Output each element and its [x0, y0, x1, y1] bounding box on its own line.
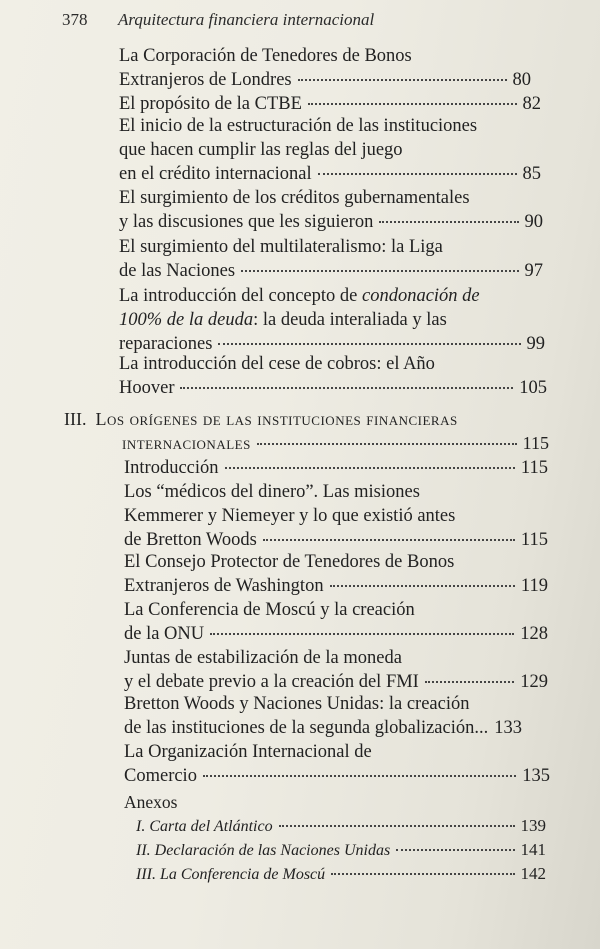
toc-entry: [124, 598, 548, 646]
entry-line: Hoover: [119, 378, 175, 398]
entry-line: de la ONU: [124, 624, 205, 644]
annex-title: III. La Conferencia de Moscú: [136, 866, 326, 883]
entry-line: El surgimiento de los créditos gubernamentales: [119, 188, 470, 208]
dot-leader: [308, 103, 517, 105]
dot-leader: [396, 849, 514, 851]
entry-page: 90: [524, 212, 543, 232]
dot-leader: [330, 585, 515, 587]
entry-line: Introducción: [124, 458, 219, 478]
entry-line: El propósito de la CTBE: [119, 94, 302, 114]
entry-page: 80: [512, 70, 531, 90]
dot-leader: [279, 825, 515, 827]
dot-leader: [210, 633, 514, 635]
entry-line: El inicio de la estructuración de las instituciones: [119, 116, 478, 136]
dot-leader: [241, 270, 518, 272]
page-number: 378: [62, 10, 88, 29]
entry-line: El surgimiento del multilateralismo: la Liga: [119, 237, 443, 257]
annex-entry: [136, 838, 546, 862]
toc-entry: [119, 44, 531, 92]
entry-page: 135: [522, 766, 550, 786]
toc-entry: [124, 550, 548, 598]
entry-line: Kemmerer y Niemeyer y lo que existió antes: [124, 506, 456, 526]
chapter-heading: [64, 407, 549, 455]
entry-line: de las Naciones: [119, 261, 236, 281]
entry-line: Extranjeros de Washington: [124, 576, 324, 596]
entry-line: Los “médicos del dinero”. Las misiones: [124, 482, 420, 502]
toc-entry: [119, 284, 545, 356]
running-title: Arquitectura financiera internacional: [118, 10, 375, 29]
dot-leader: [298, 79, 507, 81]
annex-entry: [136, 814, 546, 838]
annex-heading: Anexos: [124, 792, 178, 812]
entry-page: 115: [520, 458, 548, 478]
dot-leader: [379, 221, 518, 223]
entry-page: 82: [522, 94, 541, 114]
entry-page: 85: [522, 164, 541, 184]
entry-line: La Conferencia de Moscú y la creación: [124, 600, 415, 620]
chapter-title-line: internacionales: [122, 433, 251, 453]
entry-page: 115: [520, 530, 548, 550]
chapter-title-line: Los orígenes de las instituciones financieras: [95, 409, 458, 429]
dot-leader: [318, 173, 517, 175]
annex-page: 142: [520, 864, 546, 883]
entry-line: La introducción del cese de cobros: el Año: [119, 354, 435, 374]
entry-page: 129: [520, 672, 548, 692]
annex-page: 141: [520, 840, 546, 859]
dot-leader: [180, 387, 513, 389]
dot-leader: [218, 343, 520, 345]
dot-leader: [263, 539, 515, 541]
dot-leader: [331, 873, 514, 875]
toc-entry: [119, 235, 543, 283]
toc-entry: [119, 92, 541, 116]
toc-entry: [119, 352, 547, 400]
entry-line: La Corporación de Tenedores de Bonos: [119, 46, 412, 66]
dot-leader: [257, 443, 517, 445]
entry-page: 128: [520, 624, 548, 644]
entry-line: Juntas de estabilización de la moneda: [124, 648, 402, 668]
entry-line: Extranjeros de Londres: [119, 70, 292, 90]
annex-page: 139: [520, 816, 546, 835]
annex-title: II. Declaración de las Naciones Unidas: [136, 842, 391, 859]
entry-line: reparaciones: [119, 334, 213, 354]
entry-line: de las instituciones de la segunda globalización...: [124, 718, 489, 738]
toc-entry: [124, 480, 548, 552]
entry-line: de Bretton Woods: [124, 530, 257, 550]
toc-entry: [119, 114, 541, 186]
dot-leader: [225, 467, 515, 469]
annex-entry: [136, 862, 546, 886]
entry-line: y el debate previo a la creación del FMI: [124, 672, 419, 692]
toc-entry: [124, 740, 550, 788]
entry-line: El Consejo Protector de Tenedores de Bonos: [124, 552, 455, 572]
toc-entry: [124, 646, 548, 694]
entry-line: Comercio: [124, 766, 197, 786]
entry-line: en el crédito internacional: [119, 164, 312, 184]
toc-entry: [124, 692, 550, 740]
toc-entry: [119, 186, 543, 234]
entry-line: que hacen cumplir las reglas del juego: [119, 140, 403, 160]
entry-page: 105: [519, 378, 547, 398]
dot-leader: [203, 775, 516, 777]
entry-page: 133: [494, 718, 522, 738]
entry-page: 97: [524, 261, 543, 281]
chapter-page: 115: [522, 433, 549, 453]
entry-page: 99: [526, 334, 545, 354]
entry-page: 119: [520, 576, 548, 596]
chapter-numeral: III.: [64, 409, 87, 429]
entry-line: La introducción del concepto de condonación de: [119, 286, 480, 306]
toc-entry: [124, 456, 548, 480]
entry-line: La Organización Internacional de: [124, 742, 372, 762]
entry-line: y las discusiones que les siguieron: [119, 212, 374, 232]
entry-line: Bretton Woods y Naciones Unidas: la creación: [124, 694, 470, 714]
annex-title: I. Carta del Atlántico: [136, 818, 273, 835]
entry-line: 100% de la deuda: la deuda interaliada y las: [119, 310, 447, 330]
dot-leader: [425, 681, 514, 683]
